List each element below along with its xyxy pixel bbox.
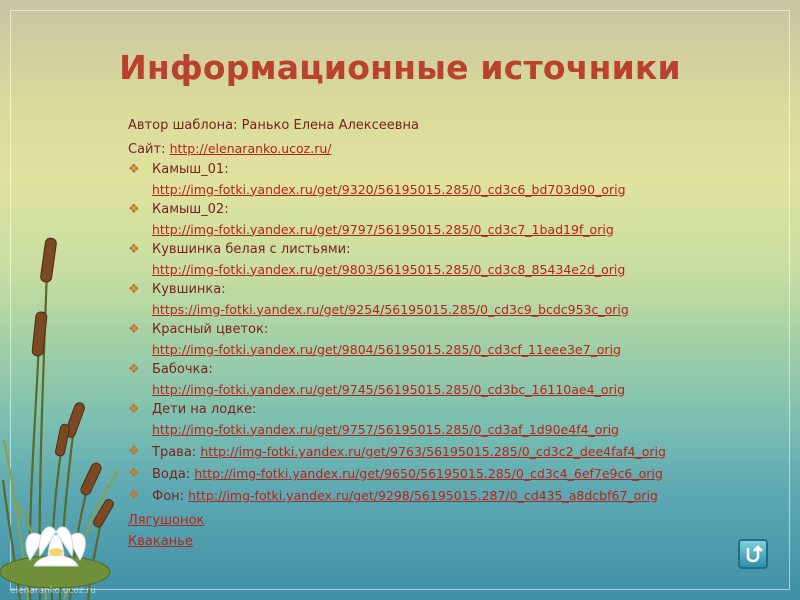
diamond-bullet-icon: ❖ — [128, 402, 140, 417]
extra-link-row — [128, 531, 758, 552]
source-label: Кувшинка: — [152, 282, 226, 297]
list-item — [128, 200, 758, 240]
return-button[interactable] — [738, 539, 768, 569]
author-line — [128, 114, 758, 137]
list-item — [128, 160, 758, 200]
diamond-bullet-icon: ❖ — [128, 242, 140, 257]
extra-link-row — [128, 510, 758, 531]
source-link[interactable]: http://img-fotki.yandex.ru/get/9797/56195015.285/0_cd3c7_1bad19f_orig — [152, 221, 614, 237]
list-item — [128, 280, 758, 320]
source-label: Дети на лодке: — [152, 402, 257, 417]
source-label: Кувшинка белая с листьями: — [152, 242, 351, 257]
source-link[interactable]: http://img-fotki.yandex.ru/get/9757/56195015.285/0_cd3af_1d90e4f4_orig — [152, 421, 619, 437]
source-link[interactable]: http://img-fotki.yandex.ru/get/9298/56195015.287/0_cd435_a8dcbf67_orig — [188, 488, 658, 503]
list-item — [128, 360, 758, 400]
return-arrow-icon — [743, 544, 763, 564]
source-label: Вода: — [152, 467, 195, 482]
source-link[interactable]: http://img-fotki.yandex.ru/get/9745/56195015.285/0_cd3bc_16110ae4_orig — [152, 381, 626, 397]
site-link[interactable]: http://elenaranko.ucoz.ru/ — [169, 141, 332, 156]
diamond-bullet-icon: ❖ — [128, 444, 140, 459]
watermark: elenaranko.ucoz.ru — [10, 586, 96, 596]
diamond-bullet-icon: ❖ — [128, 202, 140, 217]
site-label: Сайт: — [128, 142, 170, 157]
page-title: Информационные источники — [119, 48, 681, 87]
diamond-bullet-icon: ❖ — [128, 488, 140, 503]
list-item — [128, 442, 758, 462]
source-link[interactable]: http://img-fotki.yandex.ru/get/9763/56195015.285/0_cd3c2_dee4faf4_orig — [200, 444, 666, 459]
source-link[interactable]: http://img-fotki.yandex.ru/get/9650/56195015.285/0_cd3c4_6ef7e9c6_orig — [194, 466, 663, 481]
list-item — [128, 464, 758, 484]
list-item — [128, 400, 758, 440]
list-item — [128, 486, 758, 506]
diamond-bullet-icon: ❖ — [128, 282, 140, 297]
source-label: Красный цветок: — [152, 322, 269, 337]
source-label: Камыш_02: — [152, 202, 229, 217]
list-item — [128, 240, 758, 280]
source-label: Камыш_01: — [152, 162, 229, 177]
diamond-bullet-icon: ❖ — [128, 162, 140, 177]
author-text: Автор шаблона: Ранько Елена Алексеевна — [128, 118, 419, 133]
sources-list — [128, 114, 758, 552]
list-item — [128, 320, 758, 360]
source-label: Бабочка: — [152, 362, 213, 377]
diamond-bullet-icon: ❖ — [128, 466, 140, 481]
extra-link-croak[interactable]: Кваканье — [128, 534, 193, 549]
source-link[interactable]: https://img-fotki.yandex.ru/get/9254/56195015.285/0_cd3c9_bcdc953c_orig — [152, 301, 629, 317]
source-link[interactable]: http://img-fotki.yandex.ru/get/9804/56195015.285/0_cd3cf_11eee3e7_orig — [152, 341, 621, 357]
site-line — [128, 137, 758, 160]
source-label: Фон: — [152, 489, 189, 504]
source-link[interactable]: http://img-fotki.yandex.ru/get/9320/56195015.285/0_cd3c6_bd703d90_orig — [152, 181, 626, 197]
source-label: Трава: — [152, 445, 201, 460]
diamond-bullet-icon: ❖ — [128, 322, 140, 337]
extra-link-frog[interactable]: Лягушонок — [128, 513, 205, 528]
source-link[interactable]: http://img-fotki.yandex.ru/get/9803/56195015.285/0_cd3c8_85434e2d_orig — [152, 261, 626, 277]
diamond-bullet-icon: ❖ — [128, 362, 140, 377]
reeds-water-lily-illustration — [0, 0, 140, 600]
